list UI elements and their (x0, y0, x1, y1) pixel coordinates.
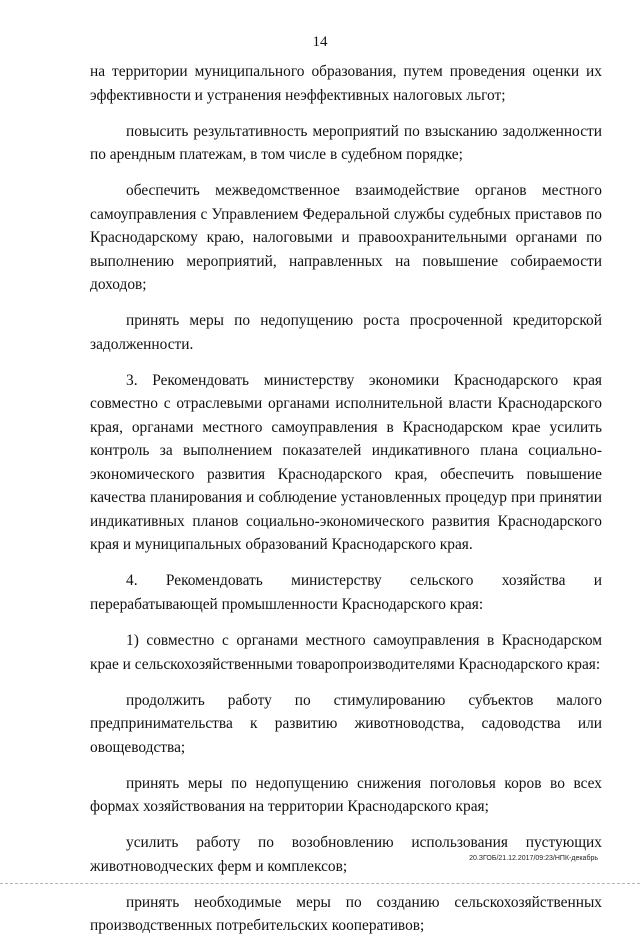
paragraph-10: усилить работу по возобновлению использования пустующих животноводческих ферм и комплексов; (90, 834, 602, 875)
paragraph-8: продолжить работу по стимулированию субъектов малого предпринимательства к развитию животноводства, садоводства или овощеводства; (90, 691, 602, 756)
paragraph-4: принять меры по недопущению роста просроченной кредиторской задолженности. (90, 312, 602, 353)
paragraph-1: на территории муниципального образования, путем проведения оценки их эффективности и устранения неэффективных налоговых льгот; (90, 63, 602, 104)
paragraph-9: принять меры по недопущению снижения поголовья коров во всех формах хозяйствования на территории Краснодарского края; (90, 774, 602, 816)
document-body (90, 60, 602, 951)
paragraph-5: 3. Рекомендовать министерству экономики Краснодарского края совместно с отраслевыми органами исполнительной власти Краснодарского края, органами местного самоуправления в Краснодарском крае усилить контроль за выполнением показателей индикативного плана социально-экономического развития Краснодарского края, обеспечить повышение качества планирования и соблюдение установленных процедур при принятии индикативных планов социально-экономического развития Краснодарского края и муниципальных образований Краснодарского края. (90, 371, 602, 554)
page-bottom-divider (0, 883, 640, 884)
paragraph-2: повысить результативность мероприятий по взысканию задолженности по арендным платежам, в том числе в судебном порядке; (90, 122, 602, 164)
page-number: 14 (312, 34, 328, 50)
paragraph-6: 4. Рекомендовать министерству сельского хозяйства и перерабатывающей промышленности Краснодарского края: (90, 572, 602, 613)
paragraph-7: 1) совместно с органами местного самоуправления в Краснодарском крае и сельскохозяйственными товаропроизводителями Краснодарского края: (90, 632, 602, 673)
document-footer-code: 20.ЗГОБ/21.12.2017/09:23/НПК-декабрь (469, 855, 598, 862)
paragraph-3: обеспечить межведомственное взаимодействие органов местного самоуправления с Управлением Федеральной службы судебных приставов по Краснодарскому краю, налоговыми и правоохранительными органами по выполнению мероприятий, направленных на повышение собираемости доходов; (90, 182, 602, 294)
paragraph-11: принять необходимые меры по созданию сельскохозяйственных производственных потребительских кооперативов; (90, 893, 602, 935)
